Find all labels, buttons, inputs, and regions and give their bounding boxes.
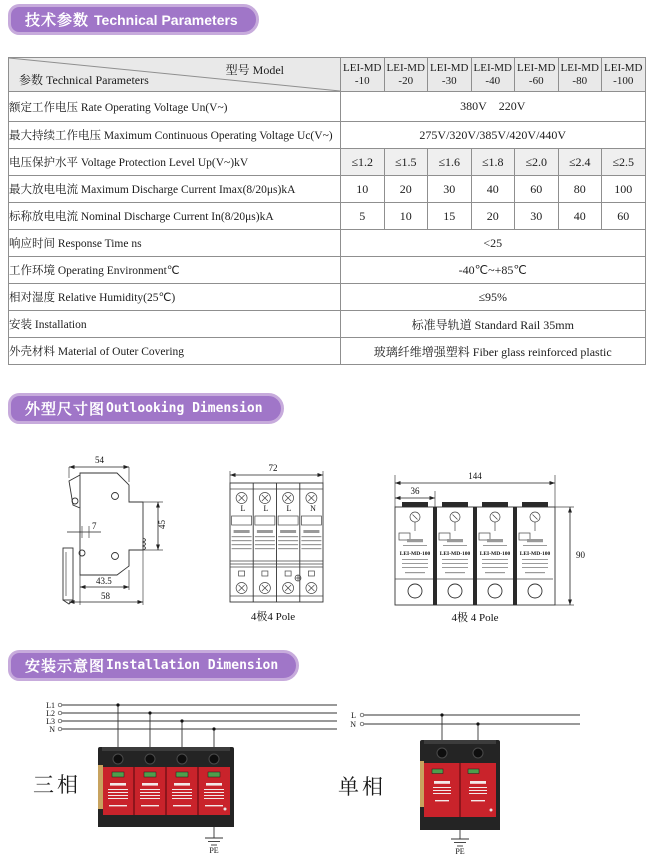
param-value-cell: 80 bbox=[558, 176, 602, 203]
param-value-span: <25 bbox=[341, 230, 646, 257]
model-column-header: LEI-MD -20 bbox=[384, 58, 428, 92]
param-value-cell: 5 bbox=[341, 203, 385, 230]
three-phase-label: 三相 bbox=[33, 773, 81, 797]
param-value-cell: ≤1.5 bbox=[384, 149, 428, 176]
param-value-cell: ≤1.6 bbox=[428, 149, 472, 176]
table-row bbox=[9, 92, 646, 122]
param-value-cell: 40 bbox=[558, 203, 602, 230]
technical-parameters-table bbox=[8, 57, 646, 365]
module-model-text: LEI-MD-100 bbox=[479, 551, 511, 557]
caption-4pole: 4极 4 Pole bbox=[451, 612, 499, 624]
param-value-span: -40℃~+85℃ bbox=[341, 257, 646, 284]
wire-label: L2 bbox=[46, 709, 55, 718]
dim-label-72: 72 bbox=[268, 463, 278, 473]
param-label: 响应时间 Response Time ns bbox=[9, 230, 341, 257]
pole-label: L bbox=[240, 504, 246, 513]
model-column-header: LEI-MD -60 bbox=[515, 58, 559, 92]
param-value-cell: 30 bbox=[515, 203, 559, 230]
dim-label-144: 144 bbox=[468, 471, 482, 481]
param-label: 额定工作电压 Rate Operating Voltage Un(V~) bbox=[9, 92, 341, 122]
spd-device-photo-4pole bbox=[98, 747, 234, 827]
module-model-text: LEI-MD-100 bbox=[439, 551, 471, 557]
models-row bbox=[9, 58, 646, 92]
banner-zh-text: 外型尺寸图 bbox=[25, 401, 106, 418]
model-column-header: LEI-MD -100 bbox=[602, 58, 646, 92]
ground-icon bbox=[451, 830, 469, 846]
single-phase-label: 单相 bbox=[338, 775, 386, 799]
table-row bbox=[9, 284, 646, 311]
dim-label-45: 45 bbox=[157, 520, 167, 529]
banner-zh-text: 技术参数 bbox=[25, 12, 90, 29]
dim-label-90: 90 bbox=[576, 550, 585, 560]
wire-label: N bbox=[49, 725, 55, 734]
spd-device-photo-2pole bbox=[420, 740, 500, 830]
wire-label: N bbox=[350, 720, 356, 729]
param-value-cell: ≤2.4 bbox=[558, 149, 602, 176]
param-label: 相对湿度 Relative Humidity(25℃) bbox=[9, 284, 341, 311]
param-header-label: 参数 Technical Parameters bbox=[19, 73, 149, 87]
model-column-header: LEI-MD -80 bbox=[558, 58, 602, 92]
dim-label-36: 36 bbox=[410, 486, 420, 496]
param-value-cell: 100 bbox=[602, 176, 646, 203]
table-row bbox=[9, 203, 646, 230]
pole-label: N bbox=[310, 504, 316, 513]
module-model-text: LEI-MD-100 bbox=[399, 551, 431, 557]
section-banner-outlooking-dimension bbox=[8, 393, 284, 424]
param-label: 外壳材料 Material of Outer Covering bbox=[9, 338, 341, 365]
param-value-cell: ≤2.0 bbox=[515, 149, 559, 176]
param-value-cell: 15 bbox=[428, 203, 472, 230]
param-value-cell: 10 bbox=[341, 176, 385, 203]
param-label: 最大持续工作电压 Maximum Continuous Operating Voltage Uc(V~) bbox=[9, 122, 341, 149]
param-label: 工作环境 Operating Environment℃ bbox=[9, 257, 341, 284]
front-view-4pole-drawing bbox=[222, 458, 334, 626]
table-row bbox=[9, 338, 646, 365]
wire-label: L3 bbox=[46, 717, 55, 726]
wiring-diagram-single-phase bbox=[332, 697, 650, 854]
param-value-cell: 30 bbox=[428, 176, 472, 203]
table-row bbox=[9, 176, 646, 203]
table-row bbox=[9, 311, 646, 338]
param-value-span: 标准导轨道 Standard Rail 35mm bbox=[341, 311, 646, 338]
banner-en-text: Technical Parameters bbox=[94, 11, 238, 28]
param-value-cell: 20 bbox=[384, 176, 428, 203]
param-value-span: ≤95% bbox=[341, 284, 646, 311]
param-label: 最大放电电流 Maximum Discharge Current Imax(8/20μs)kA bbox=[9, 176, 341, 203]
model-column-header: LEI-MD -30 bbox=[428, 58, 472, 92]
params-tbody bbox=[9, 92, 646, 365]
param-value-cell: 60 bbox=[515, 176, 559, 203]
pole-label: L bbox=[263, 504, 269, 513]
param-label: 安装 Installation bbox=[9, 311, 341, 338]
front-view-144-drawing bbox=[372, 455, 617, 630]
section-banner-installation-dimension bbox=[8, 650, 299, 681]
param-value-cell: ≤1.2 bbox=[341, 149, 385, 176]
param-value-span: 玻璃纤维增强塑料 Fiber glass reinforced plastic bbox=[341, 338, 646, 365]
model-column-header: LEI-MD -10 bbox=[341, 58, 385, 92]
side-view-drawing bbox=[45, 452, 215, 622]
dim-label-58: 58 bbox=[101, 591, 110, 601]
banner-en-text: Installation Dimension bbox=[106, 658, 279, 673]
table-row bbox=[9, 122, 646, 149]
table-row bbox=[9, 257, 646, 284]
banner-zh-text: 安装示意图 bbox=[25, 658, 106, 675]
dim-label-43_5: 43.5 bbox=[96, 576, 112, 586]
pe-label: PE bbox=[209, 846, 219, 854]
wire-label: L1 bbox=[46, 701, 55, 710]
dim-label-7: 7 bbox=[92, 521, 97, 531]
table-row bbox=[9, 230, 646, 257]
table-row bbox=[9, 149, 646, 176]
param-label: 标称放电电流 Nominal Discharge Current In(8/20μs)kA bbox=[9, 203, 341, 230]
param-value-span: 380V 220V bbox=[341, 92, 646, 122]
table-corner-cell bbox=[9, 58, 341, 92]
wire-label: L bbox=[351, 711, 356, 720]
param-value-cell: ≤1.8 bbox=[471, 149, 515, 176]
model-column-header: LEI-MD -40 bbox=[471, 58, 515, 92]
ground-icon bbox=[295, 575, 301, 581]
param-value-span: 275V/320V/385V/420V/440V bbox=[341, 122, 646, 149]
module-model-text: LEI-MD-100 bbox=[519, 551, 551, 557]
param-label: 电压保护水平 Voltage Protection Level Up(V~)kV bbox=[9, 149, 341, 176]
dim-label-54: 54 bbox=[95, 455, 104, 465]
param-value-cell: 60 bbox=[602, 203, 646, 230]
param-value-cell: 40 bbox=[471, 176, 515, 203]
ground-icon bbox=[205, 827, 223, 845]
pole-label: L bbox=[286, 504, 292, 513]
param-value-cell: 10 bbox=[384, 203, 428, 230]
caption-4pole: 4极4 Pole bbox=[250, 611, 296, 623]
pe-label: PE bbox=[455, 847, 465, 854]
wiring-diagram-three-phase bbox=[15, 697, 340, 854]
model-header-label: 型号 Model bbox=[225, 63, 284, 77]
banner-en-text: Outlooking Dimension bbox=[106, 401, 263, 416]
param-value-cell: 20 bbox=[471, 203, 515, 230]
param-value-cell: ≤2.5 bbox=[602, 149, 646, 176]
section-banner-technical-parameters bbox=[8, 4, 259, 35]
